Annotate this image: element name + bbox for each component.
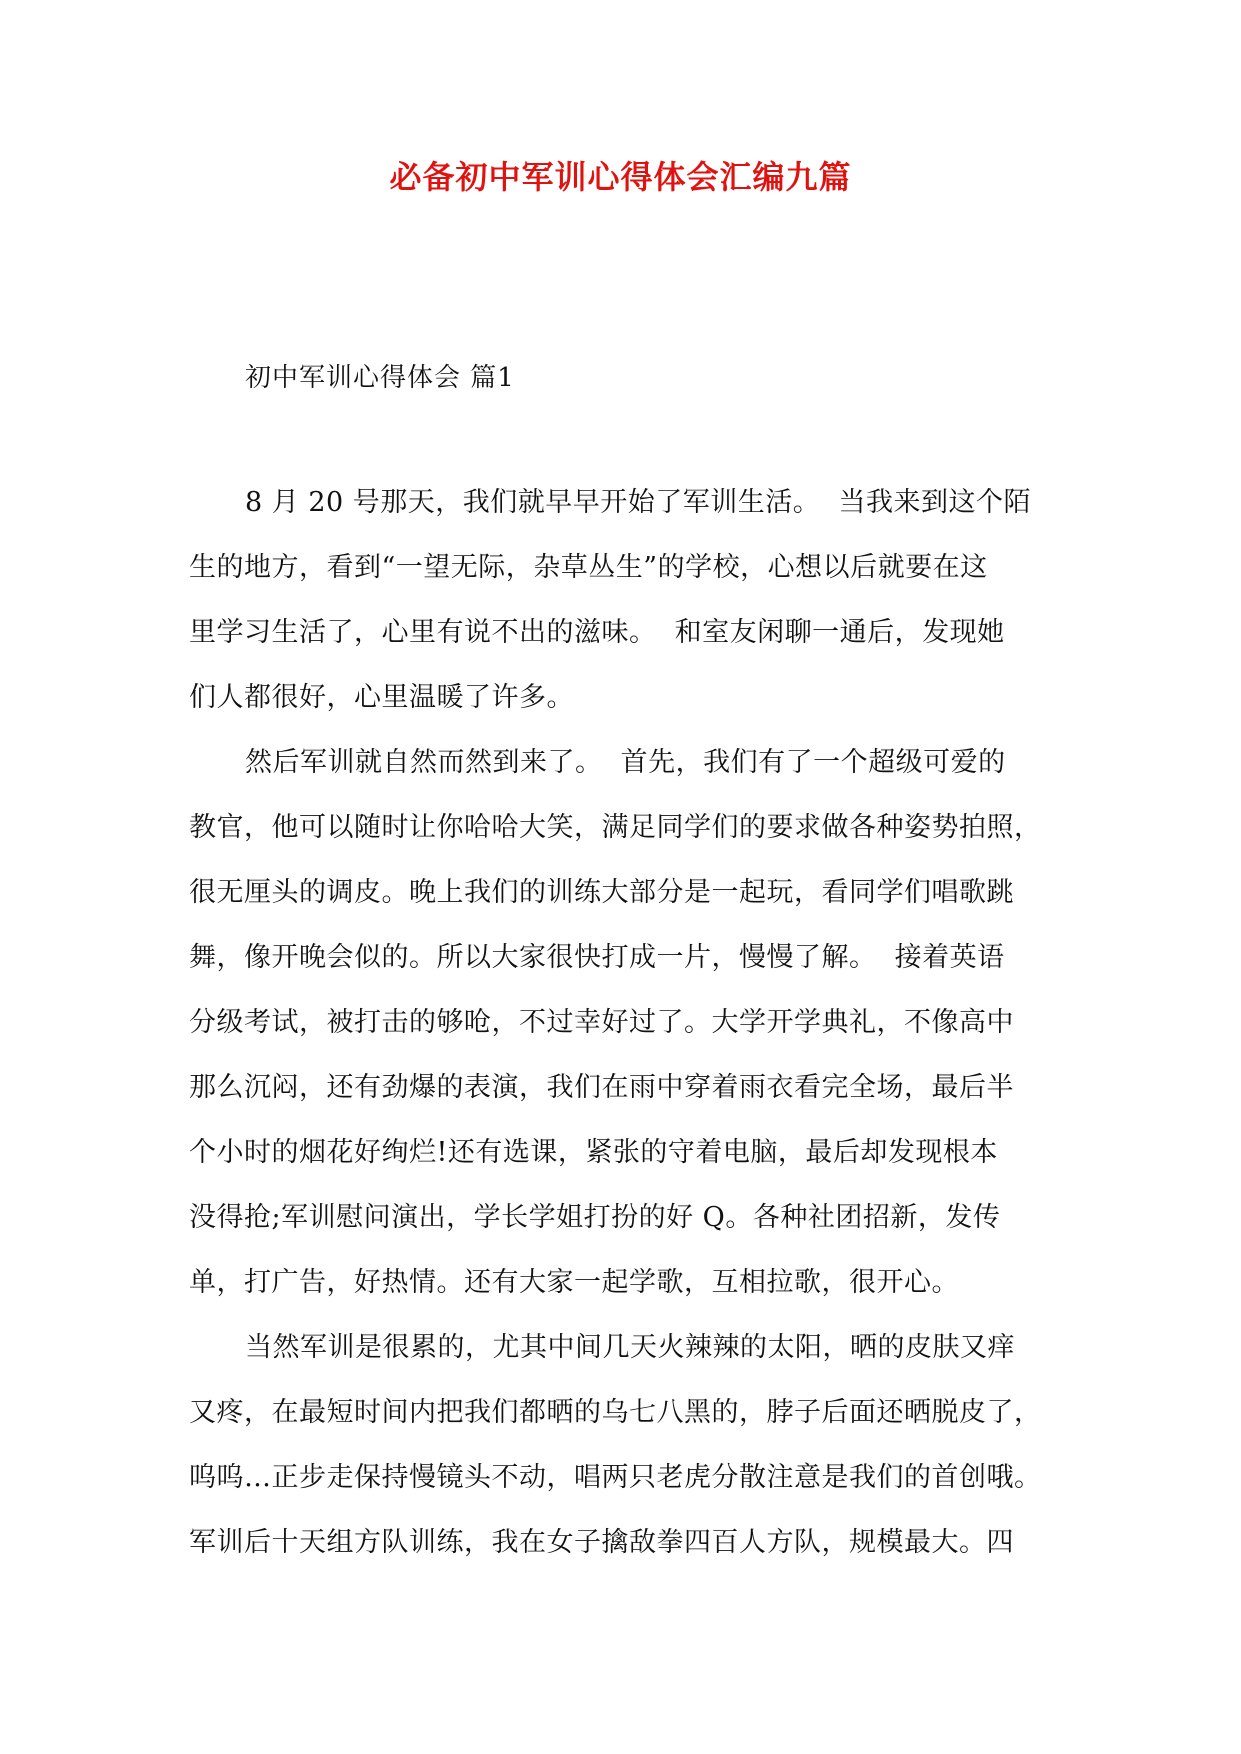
text-line: 当然军训是很累的，尤其中间几天火辣辣的太阳，晒的皮肤又痒 [245, 1332, 1015, 1363]
text-line: 舞，像开晚会似的。所以大家很快打成一片，慢慢了解。 接着英语 [189, 942, 1005, 973]
text-line: 教官，他可以随时让你哈哈大笑，满足同学们的要求做各种姿势拍照， [189, 812, 1042, 843]
document-title: 必备初中军训心得体会汇编九篇 [389, 158, 852, 196]
text-line: 单，打广告，好热情。还有大家一起学歌，互相拉歌，很开心。 [189, 1267, 959, 1298]
text-line: 8 月 20 号那天，我们就早早开始了军训生活。 当我来到这个陌 [245, 487, 1031, 518]
text-line: 们人都很好，心里温暖了许多。 [189, 682, 574, 713]
text-line: 又疼，在最短时间内把我们都晒的乌七八黑的，脖子后面还晒脱皮了， [189, 1397, 1042, 1428]
text-line: 没得抢;军训慰问演出，学长学姐打扮的好 Q。各种社团招新，发传 [189, 1202, 1001, 1233]
text-line: 生的地方，看到“一望无际，杂草丛生”的学校，心想以后就要在这 [189, 552, 988, 583]
text-line: 然后军训就自然而然到来了。 首先，我们有了一个超级可爱的 [245, 747, 1006, 778]
text-line: 呜呜…正步走保持慢镜头不动，唱两只老虎分散注意是我们的首创哦。 [189, 1462, 1042, 1493]
text-line: 那么沉闷，还有劲爆的表演，我们在雨中穿着雨衣看完全场，最后半 [189, 1072, 1014, 1103]
section-heading: 初中军训心得体会 篇1 [245, 363, 515, 393]
text-line: 里学习生活了，心里有说不出的滋味。 和室友闲聊一通后，发现她 [189, 617, 1005, 648]
text-line: 军训后十天组方队训练，我在女子擒敌拳四百人方队，规模最大。四 [189, 1527, 1014, 1558]
body-text [189, 485, 1049, 1590]
text-line: 个小时的烟花好绚烂!还有选课，紧张的守着电脑，最后却发现根本 [189, 1137, 998, 1168]
text-line: 分级考试，被打击的够呛，不过幸好过了。大学开学典礼，不像高中 [189, 1007, 1014, 1038]
text-line: 很无厘头的调皮。晚上我们的训练大部分是一起玩，看同学们唱歌跳 [189, 877, 1014, 908]
